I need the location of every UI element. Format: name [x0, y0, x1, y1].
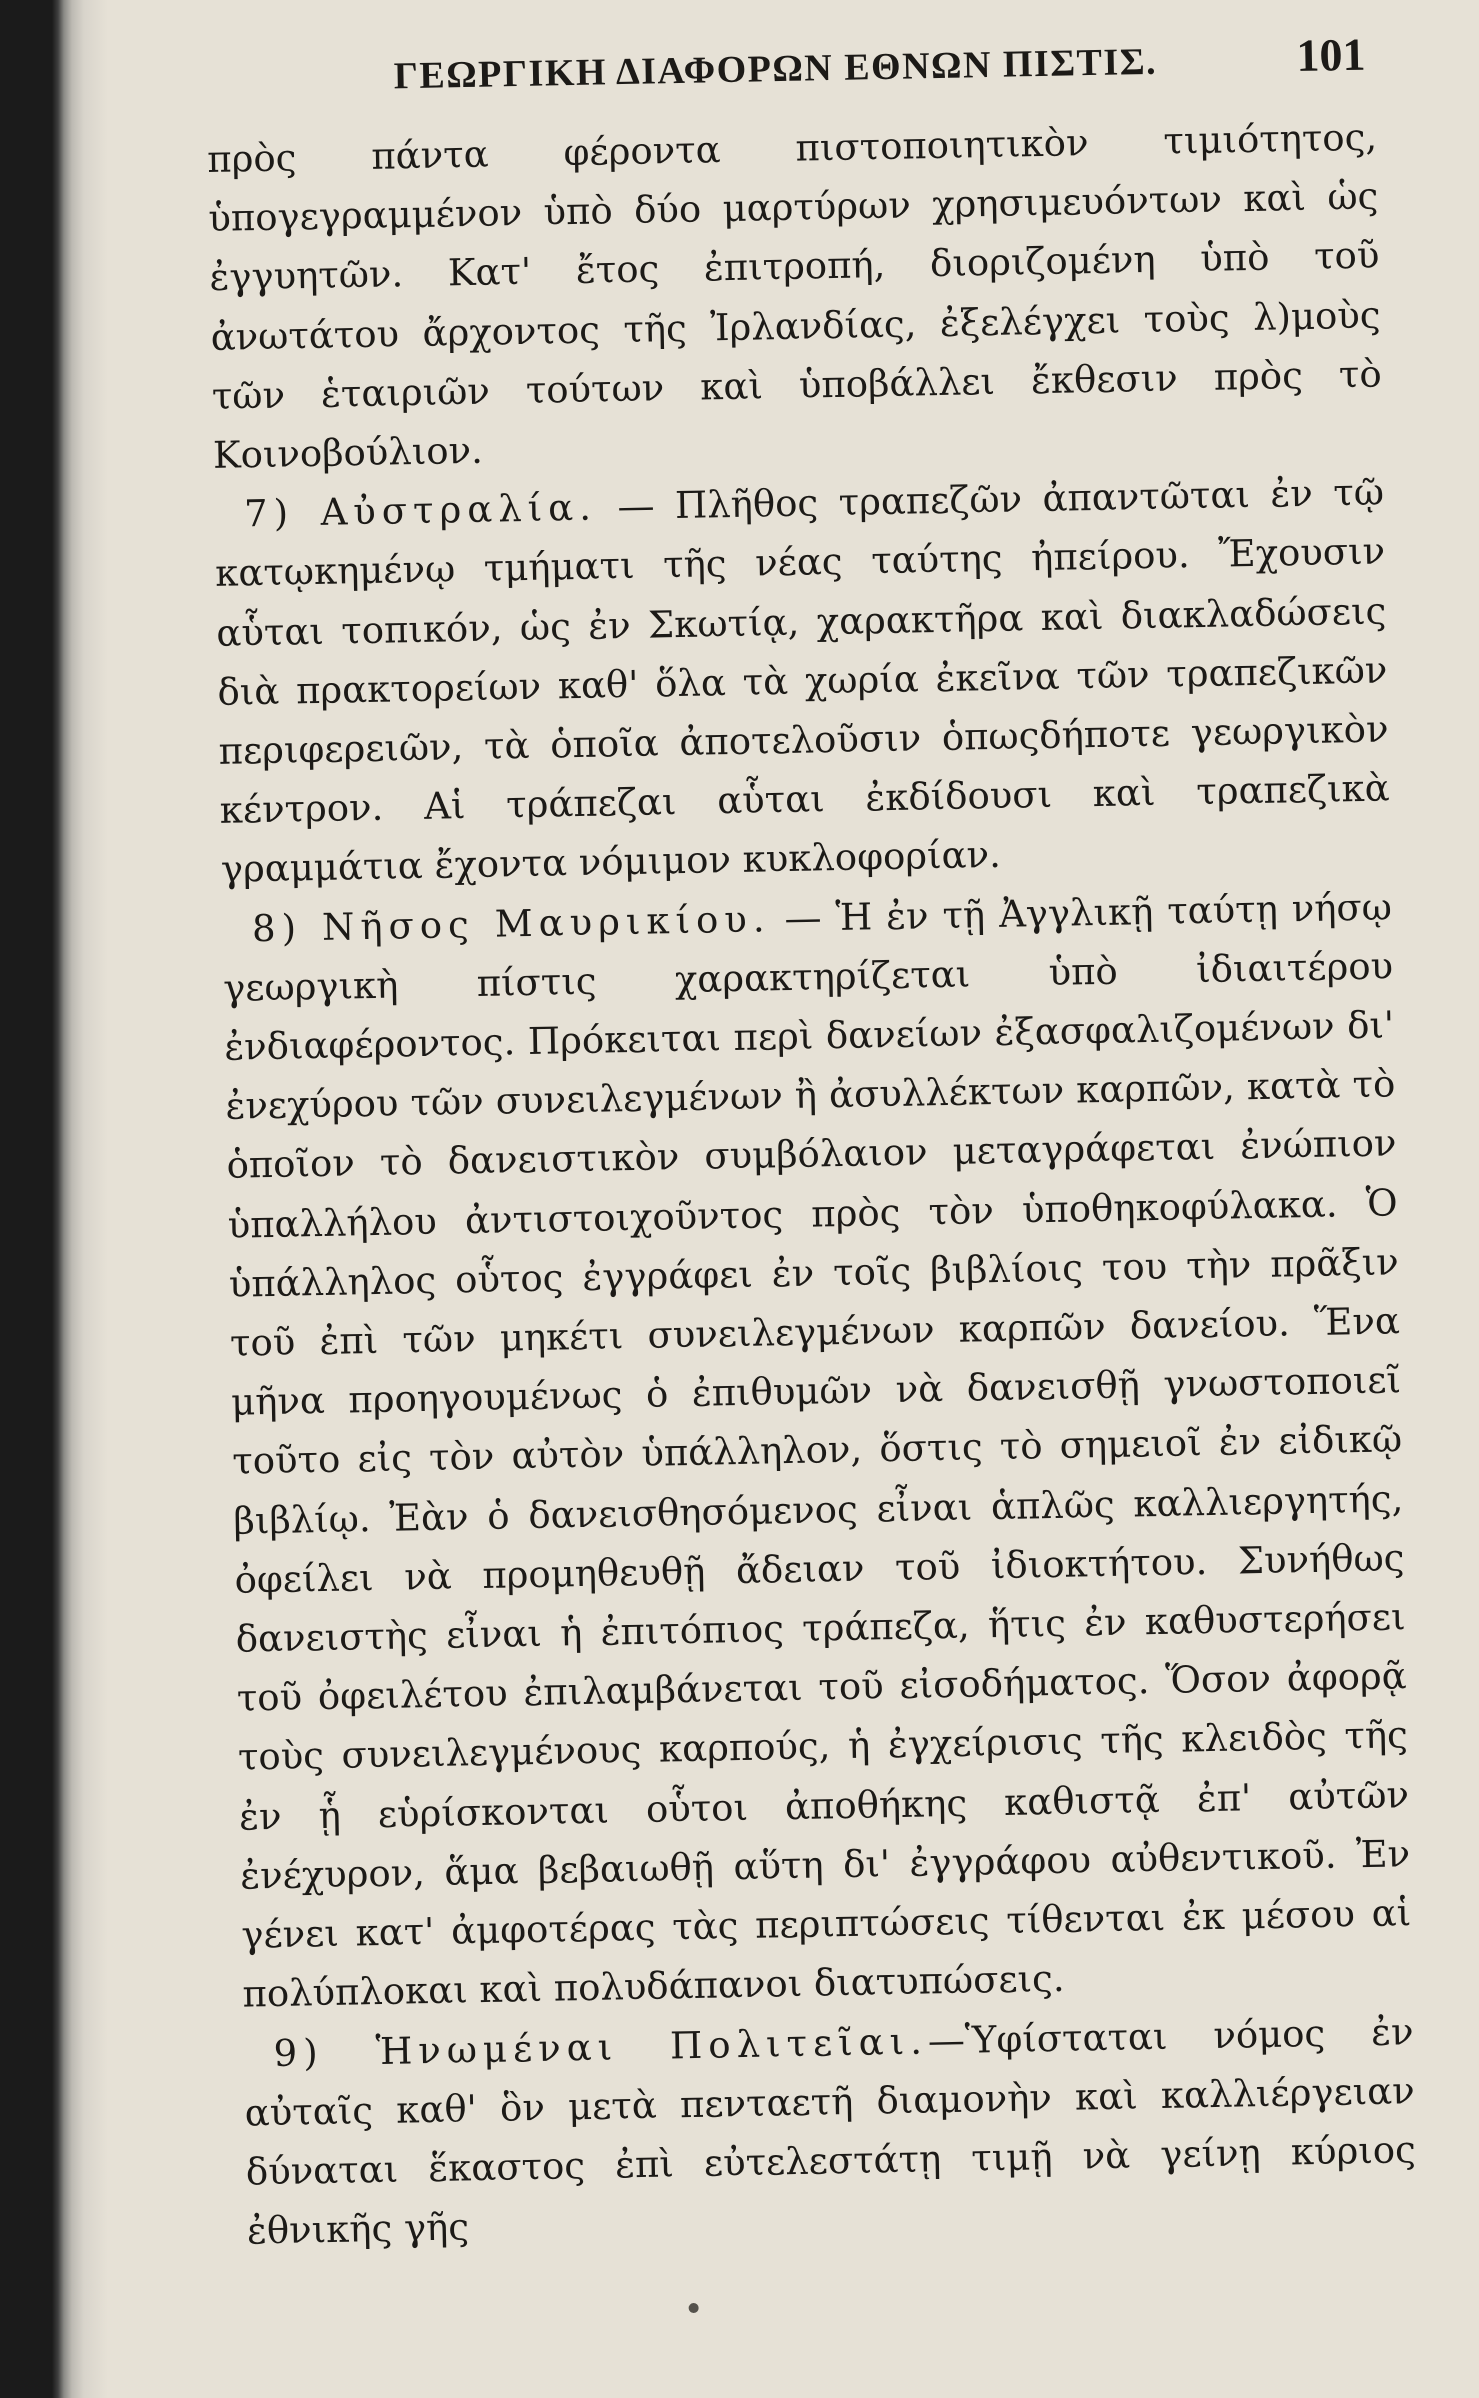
- running-title: ΓΕΩΡΓΙΚΗ ΔΙΑΦΟΡΩΝ ΕΘΝΩΝ ΠΙΣΤΙΣ.: [393, 40, 1158, 98]
- section-label-australia: 7) Αὐστραλία.: [243, 485, 598, 536]
- paragraph-australia: [214, 463, 1392, 900]
- body-text: [207, 108, 1418, 2261]
- paragraph-text: — Πλῆθος τραπεζῶν ἀπαντῶται ἐν τῷ κατῳκημένῳ τμήματι τῆς νέας ταύτης ἠπείρου. Ἔχουσιν αὗται τοπικόν, ὡς ἐν Σκωτίᾳ, χαρακτῆρα καὶ διακλαδώσεις διὰ πρακτορείων καθ' ὅλα τὰ χωρία ἐκεῖνα τῶν τραπεζικῶν περιφερειῶν, τὰ ὁποῖα ἀποτελοῦσιν ὁπωςδήποτε γεωργικὸν κέντρον. Αἱ τράπεζαι αὗται ἐκδίδουσι καὶ τραπεζικὰ γραμμάτια ἔχοντα νόμιμον κυκλοφορίαν.: [214, 470, 1390, 892]
- paragraph-text: —Ὑφίσταται νόμος ἐν αὐταῖς καθ' ὃν μετὰ πενταετῆ διαμονὴν καὶ καλλιέργειαν δύναται ἕκαστος ἐπὶ εὐτελεστάτῃ τιμῇ νὰ γείνῃ κύριος ἐθνικῆς γῆς: [244, 2009, 1417, 2253]
- ink-mark: [689, 2303, 699, 2313]
- section-label-mauritius: 8) Νῆσος Μαυρικίου.: [251, 896, 771, 950]
- paragraph-text: — Ἡ ἐν τῇ Ἀγγλικῇ ταύτῃ νήσῳ γεωργικὴ πίστις χαρακτηρίζεται ὑπὸ ἰδιαιτέρου ἐνδιαφέροντος. Πρόκειται περὶ δανείων ἐξασφαλιζομένων δι' ἐνεχύρου τῶν συνειλεγμένων ἢ ἀσυλλέκτων καρπῶν, κατὰ τὸ ὁποῖον τὸ δανειστικὸν συμβόλαιον μεταγράφεται ἐνώπιον ὑπαλλήλου ἀντιστοιχοῦντος πρὸς τὸν ὑποθηκοφύλακα. Ὁ ὑπάλληλος οὗτος ἐγγράφει ἐν τοῖς βιβλίοις του τὴν πρᾶξιν τοῦ ἐπὶ τῶν μηκέτι συνειλεγμένων καρπῶν δανείου. Ἕνα μῆνα προηγουμένως ὁ ἐπιθυμῶν νὰ δανεισθῇ γνωστοποιεῖ τοῦτο εἰς τὸν αὐτὸν ὑπάλληλον, ὅστις τὸ σημειοῖ ἐν εἰδικῷ βιβλίῳ. Ἐὰν ὁ δανεισθησόμενος εἶναι ἁπλῶς καλλιεργητής, ὀφείλει νὰ προμηθευθῇ ἄδειαν τοῦ ἰδιοκτήτου. Συνήθως δανειστὴς εἶναι ἡ ἐπιτόπιος τράπεζα, ἥτις ἐν καθυστερήσει τοῦ ὀφειλέτου ἐπιλαμβάνεται τοῦ εἰσοδήματος. Ὅσον ἀφορᾷ τοὺς συνειλεγμένους καρπούς, ἡ ἐγχείρισις τῆς κλειδὸς τῆς ἐν ᾗ εὑρίσκονται οὗτοι ἀποθήκης καθιστᾷ ἐπ' αὐτῶν ἐνέχυρον, ἅμα βεβαιωθῇ αὕτη δι' ἐγγράφου αὐθεντικοῦ. Ἐν γένει κατ' ἀμφοτέρας τὰς περιπτώσεις τίθενται ἐκ μέσου αἱ πολύπλοκαι καὶ πολυδάπανοι διατυπώσεις.: [222, 885, 1412, 2016]
- section-label-united-states: 9) Ἡνωμέναι Πολιτεῖαι.: [273, 2018, 929, 2075]
- book-page: [205, 18, 1419, 2360]
- paragraph-text: πρὸς πάντα φέροντα πιστοποιητικὸν τιμιότητος, ὑπογεγραμμένον ὑπὸ δύο μαρτύρων χρησιμευόντων καὶ ὡς ἐγγυητῶν. Κατ' ἔτος ἐπιτροπή, διοριζομένη ὑπὸ τοῦ ἀνωτάτου ἄρχοντος τῆς Ἰρλανδίας, ἐξελέγχει τοὺς λ)μοὺς τῶν ἑταιριῶν τούτων καὶ ὑποβάλλει ἔκθεσιν πρὸς τὸ Κοινοβούλιον.: [206, 115, 1383, 477]
- page-number: 101: [1296, 28, 1366, 82]
- paragraph-intro: [207, 108, 1384, 486]
- paragraph-united-states: [243, 2002, 1417, 2261]
- book-spine-shadow: [0, 0, 108, 2398]
- paragraph-mauritius: [222, 877, 1413, 2024]
